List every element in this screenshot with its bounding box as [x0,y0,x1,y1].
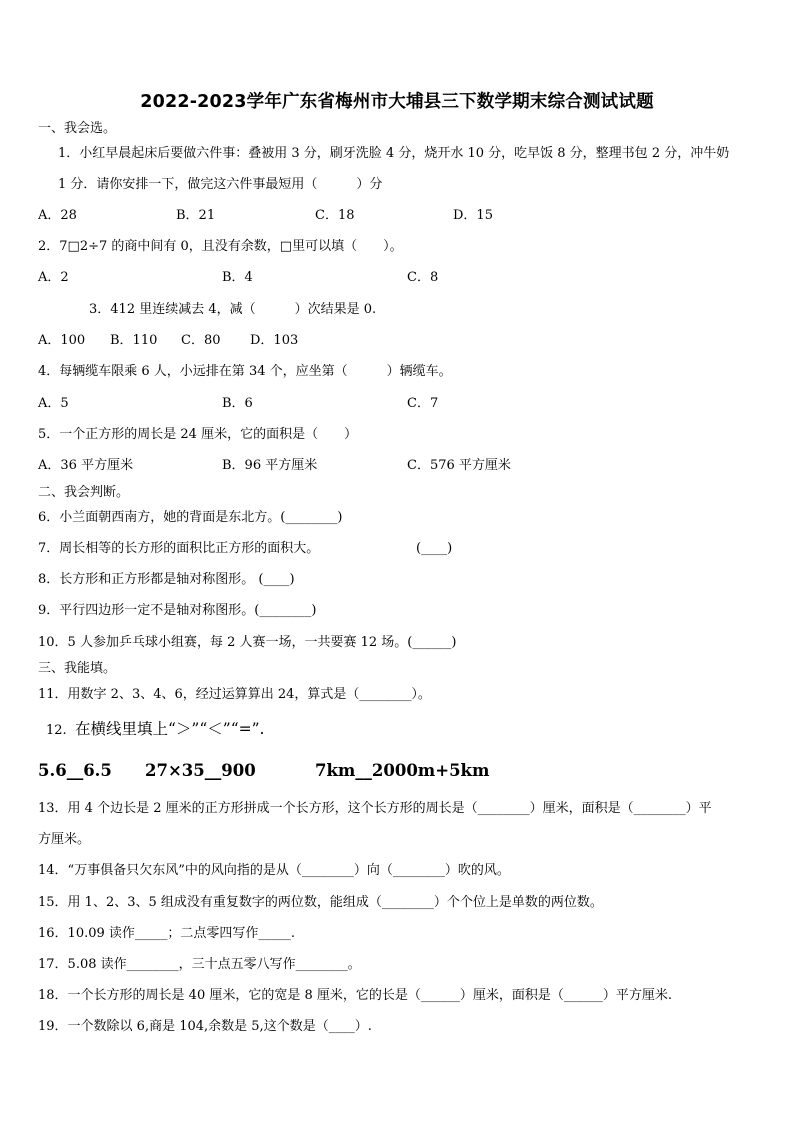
section-heading-choice: 一、我会选。 [38,121,117,136]
question-3-option-a: A．100 [38,333,86,348]
question-14-text: 14．“万事俱备只欠东风”中的风向指的是从（________）向（________）吹的风。 [38,863,510,878]
question-1-option-d: D．15 [453,208,493,223]
question-12-item-2: 27×35__900 [145,761,256,780]
question-10-text: 10．5 人参加乒乓球小组赛，每 2 人赛一场，一共要赛 12 场。(______) [38,635,457,650]
question-2-option-b: B．4 [222,270,253,285]
question-9-text: 9．平行四边形一定不是轴对称图形。(________) [38,603,317,618]
question-5-option-b: B．96 平方厘米 [222,458,318,473]
question-4-option-a: A．5 [38,396,69,411]
question-4-text: 4．每辆缆车限乘 6 人，小远排在第 34 个，应坐第（ ）辆缆车。 [38,364,452,379]
question-6-text: 6．小兰面朝西南方，她的背面是东北方。(________) [38,510,343,525]
question-5-text: 5．一个正方形的周长是 24 厘米，它的面积是（ ） [38,427,358,442]
question-12-item-3: 7km__2000m+5km [315,761,490,780]
question-18-text: 18．一个长方形的周长是 40 厘米，它的宽是 8 厘米，它的长是（______）厘米，面积是（______）平方厘米. [38,988,673,1003]
question-1-option-a: A．28 [38,208,77,223]
question-4-option-c: C．7 [407,396,439,411]
question-13-line-1: 13．用 4 个边长是 2 厘米的正方形拼成一个长方形，这个长方形的周长是（________）厘米，面积是（________）平 [38,801,712,816]
question-3-option-b: B．110 [110,333,158,348]
question-17-text: 17．5.08 读作________，三十点五零八写作________。 [38,957,361,972]
question-12-item-1: 5.6__6.5 [38,761,112,780]
question-3-text: 3．412 里连续减去 4，减（ ）次结果是 0. [89,302,377,317]
question-2-option-a: A．2 [38,270,69,285]
question-2-text: 2．7□2÷7 的商中间有 0，且没有余数，□里可以填（ ）。 [38,239,403,254]
question-1-line-2: 1 分．请你安排一下，做完这六件事最短用（ ）分 [58,177,383,192]
question-3-option-d: D．103 [250,333,299,348]
question-4-option-b: B．6 [222,396,253,411]
section-heading-judge: 二、我会判断。 [38,485,130,500]
question-16-text: 16．10.09 读作_____；二点零四写作_____. [38,926,296,941]
question-19-text: 19．一个数除以 6,商是 104,余数是 5,这个数是（____）. [38,1019,372,1034]
question-13-line-2: 方厘米。 [38,832,91,847]
question-8-text: 8．长方形和正方形都是轴对称图形。 (____) [38,572,295,587]
question-1-option-b: B．21 [176,208,216,223]
question-2-option-c: C．8 [407,270,439,285]
question-1-option-c: C．18 [315,208,355,223]
question-12-number: 12. [46,723,67,738]
question-7-answer-blank: (____) [416,541,453,556]
question-12-text: 在横线里填上“＞”“＜”“=”. [75,720,265,738]
question-15-text: 15．用 1、2、3、5 组成没有重复数字的两位数，能组成（________）个个位上是单数的两位数。 [38,895,603,910]
question-1-line-1: 1．小红早晨起床后要做六件事：叠被用 3 分，刷牙洗脸 4 分，烧开水 10 分，吃早饭 8 分，整理书包 2 分，冲牛奶 [58,146,730,161]
page-title: 2022-2023学年广东省梅州市大埔县三下数学期末综合测试试题 [140,92,654,112]
section-heading-fill: 三、我能填。 [38,661,117,676]
question-7-text: 7．周长相等的长方形的面积比正方形的面积大。 [38,541,320,556]
question-3-option-c: C．80 [181,333,221,348]
question-5-option-a: A．36 平方厘米 [38,458,134,473]
question-5-option-c: C．576 平方厘米 [407,458,511,473]
question-11-text: 11．用数字 2、3、4、6，经过运算算出 24，算式是（________）。 [38,687,431,702]
